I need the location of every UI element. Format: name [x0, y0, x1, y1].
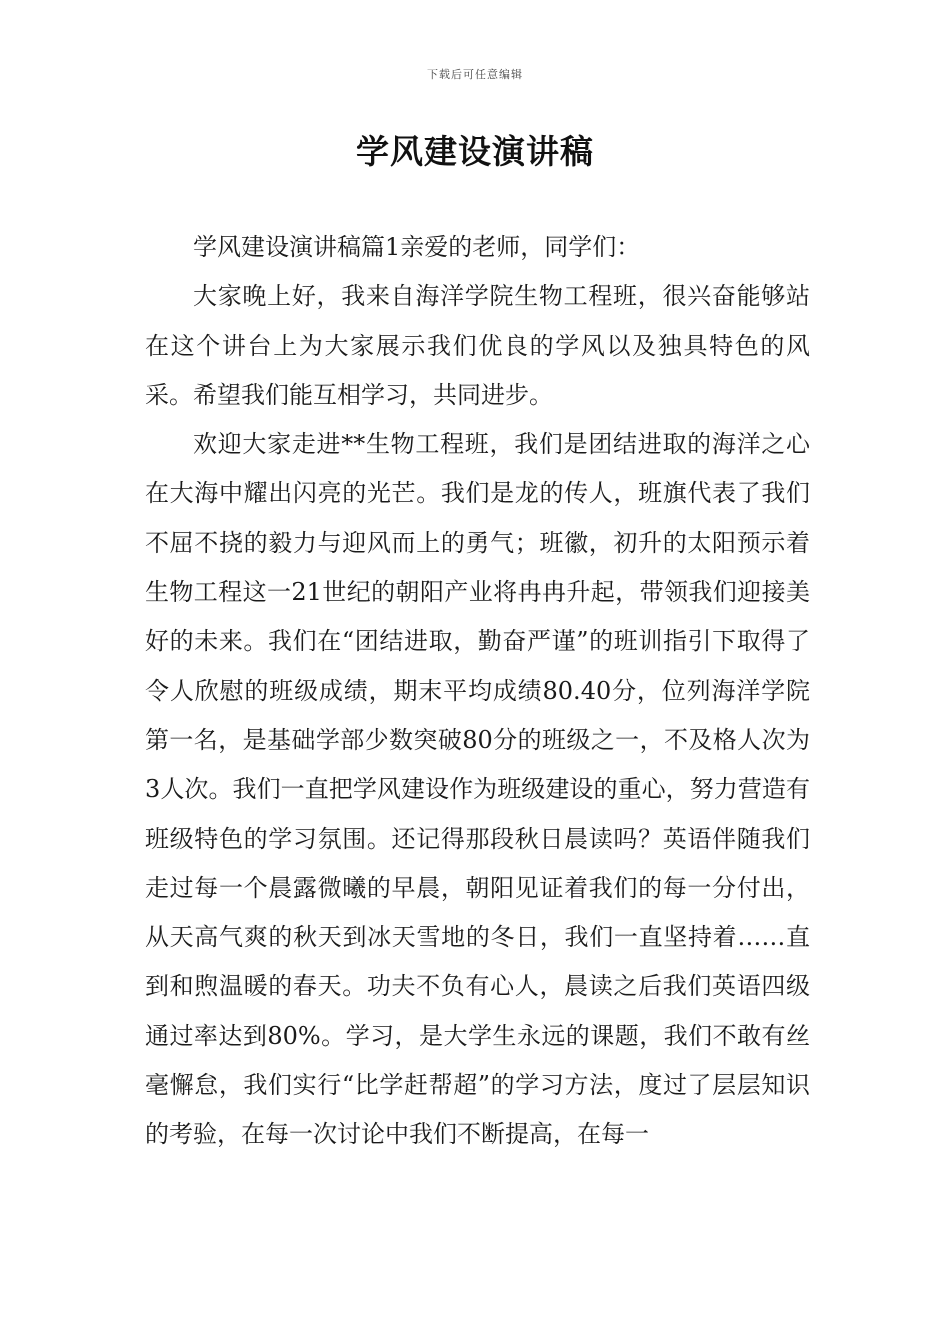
paragraph-introduction: 大家晚上好，我来自海洋学院生物工程班，很兴奋能够站在这个讲台上为大家展示我们优良的学风以及独具特色的风采。希望我们能互相学习，共同进步。: [145, 282, 810, 409]
paragraph-greeting: 学风建设演讲稿篇1亲爱的老师，同学们：: [193, 233, 641, 261]
page-header-note: 下载后可任意编辑: [427, 68, 523, 81]
paragraph-class-description: 欢迎大家走进**生物工程班，我们是团结进取的海洋之心在大海中耀出闪亮的光芒。我们是龙的传人，班旗代表了我们不屈不挠的毅力与迎风而上的勇气；班徽，初升的太阳预示着生物工程这一21世纪的朝阳产业将冉冉升起，带领我们迎接美好的未来。我们在“团结进取，勤奋严谨”的班训指引下取得了令人欣慰的班级成绩，期末平均成绩80.40分，位列海洋学院第一名，是基础学部少数突破80分的班级之一，不及格人次为3人次。我们一直把学风建设作为班级建设的重心，努力营造有班级特色的学习氛围。还记得那段秋日晨读吗？英语伴随我们走过每一个晨露微曦的早晨，朝阳见证着我们的每一分付出，从天高气爽的秋天到冰天雪地的冬日，我们一直坚持着……直到和煦温暖的春天。功夫不负有心人，晨读之后我们英语四级通过率达到80%。学习，是大学生永远的课题，我们不敢有丝毫懈怠，我们实行“比学赶帮超”的学习方法，度过了层层知识的考验，在每一次讨论中我们不断提高，在每一: [145, 430, 810, 1149]
document-body: [145, 223, 810, 1160]
document-title: 学风建设演讲稿: [356, 132, 594, 171]
